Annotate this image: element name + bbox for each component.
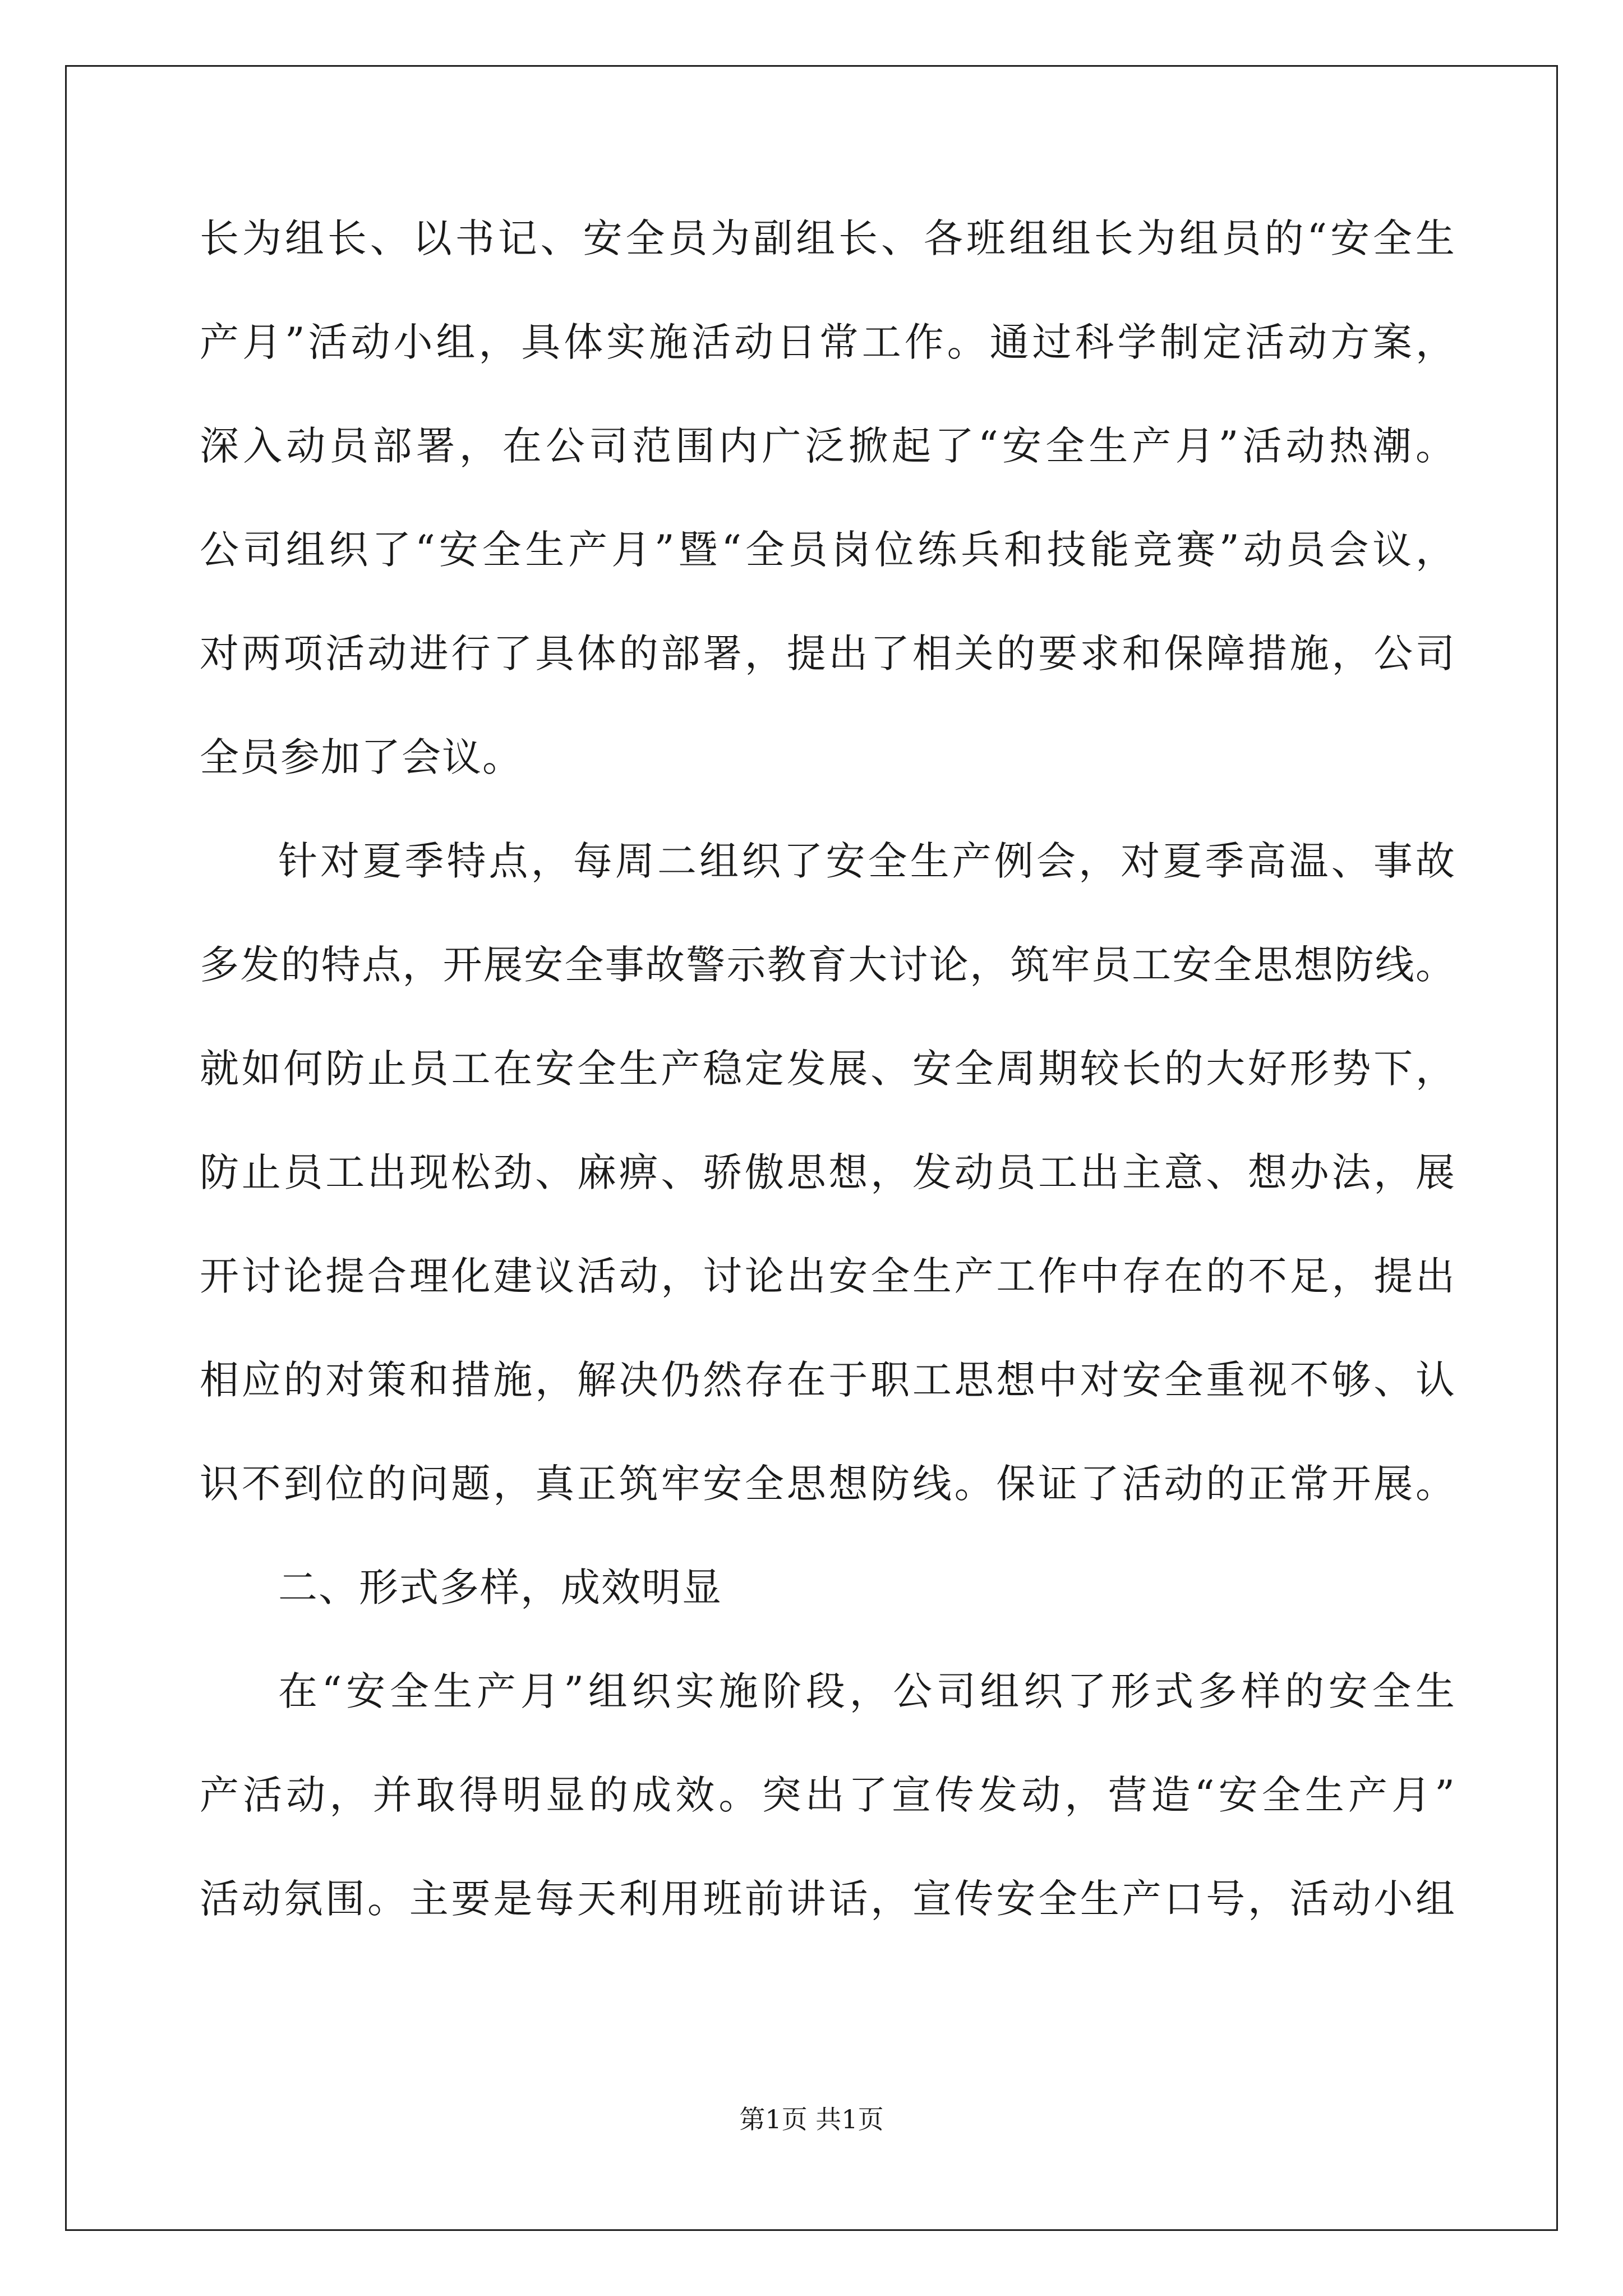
text-line: 对两项活动进行了具体的部署，提出了相关的要求和保障措施，公司 (200, 631, 1456, 677)
text-line: 相应的对策和措施，解决仍然存在于职工思想中对安全重视不够、认 (200, 1357, 1456, 1403)
paragraph-first-line: 针对夏季特点，每周二组织了安全生产例会，对夏季高温、事故 (278, 838, 1456, 884)
text-line: 防止员工出现松劲、麻痹、骄傲思想，发动员工出主意、想办法，展 (200, 1149, 1456, 1195)
text-line: 公司组织了“安全生产月”暨“全员岗位练兵和技能竞赛”动员会议， (200, 527, 1456, 573)
page-number-label: 第1页 共1页 (739, 2104, 884, 2134)
text-line: 深入动员部署，在公司范围内广泛掀起了“安全生产月”活动热潮。 (200, 423, 1456, 469)
text-line: 就如何防止员工在安全生产稳定发展、安全周期较长的大好形势下， (200, 1046, 1456, 1092)
text-line: 活动氛围。主要是每天利用班前讲话，宣传安全生产口号，活动小组 (200, 1876, 1456, 1922)
text-line: 全员参加了会议。 (200, 734, 523, 780)
text-line: 开讨论提合理化建议活动，讨论出安全生产工作中存在的不足，提出 (200, 1253, 1456, 1299)
text-line: 识不到位的问题，真正筑牢安全思想防线。保证了活动的正常开展。 (200, 1461, 1456, 1507)
section-heading: 二、形式多样，成效明显 (278, 1565, 722, 1611)
text-line: 产月”活动小组，具体实施活动日常工作。通过科学制定活动方案， (200, 319, 1456, 365)
text-line: 多发的特点，开展安全事故警示教育大讨论，筑牢员工安全思想防线。 (200, 942, 1456, 988)
paragraph-first-line: 在“安全生产月”组织实施阶段，公司组织了形式多样的安全生 (278, 1668, 1456, 1714)
text-line: 产活动，并取得明显的成效。突出了宣传发动，营造“安全生产月” (200, 1772, 1456, 1818)
page-footer (0, 2099, 1623, 2136)
text-line: 长为组长、以书记、安全员为副组长、各班组组长为组员的“安全生 (200, 215, 1456, 261)
document-body (200, 215, 1461, 1983)
